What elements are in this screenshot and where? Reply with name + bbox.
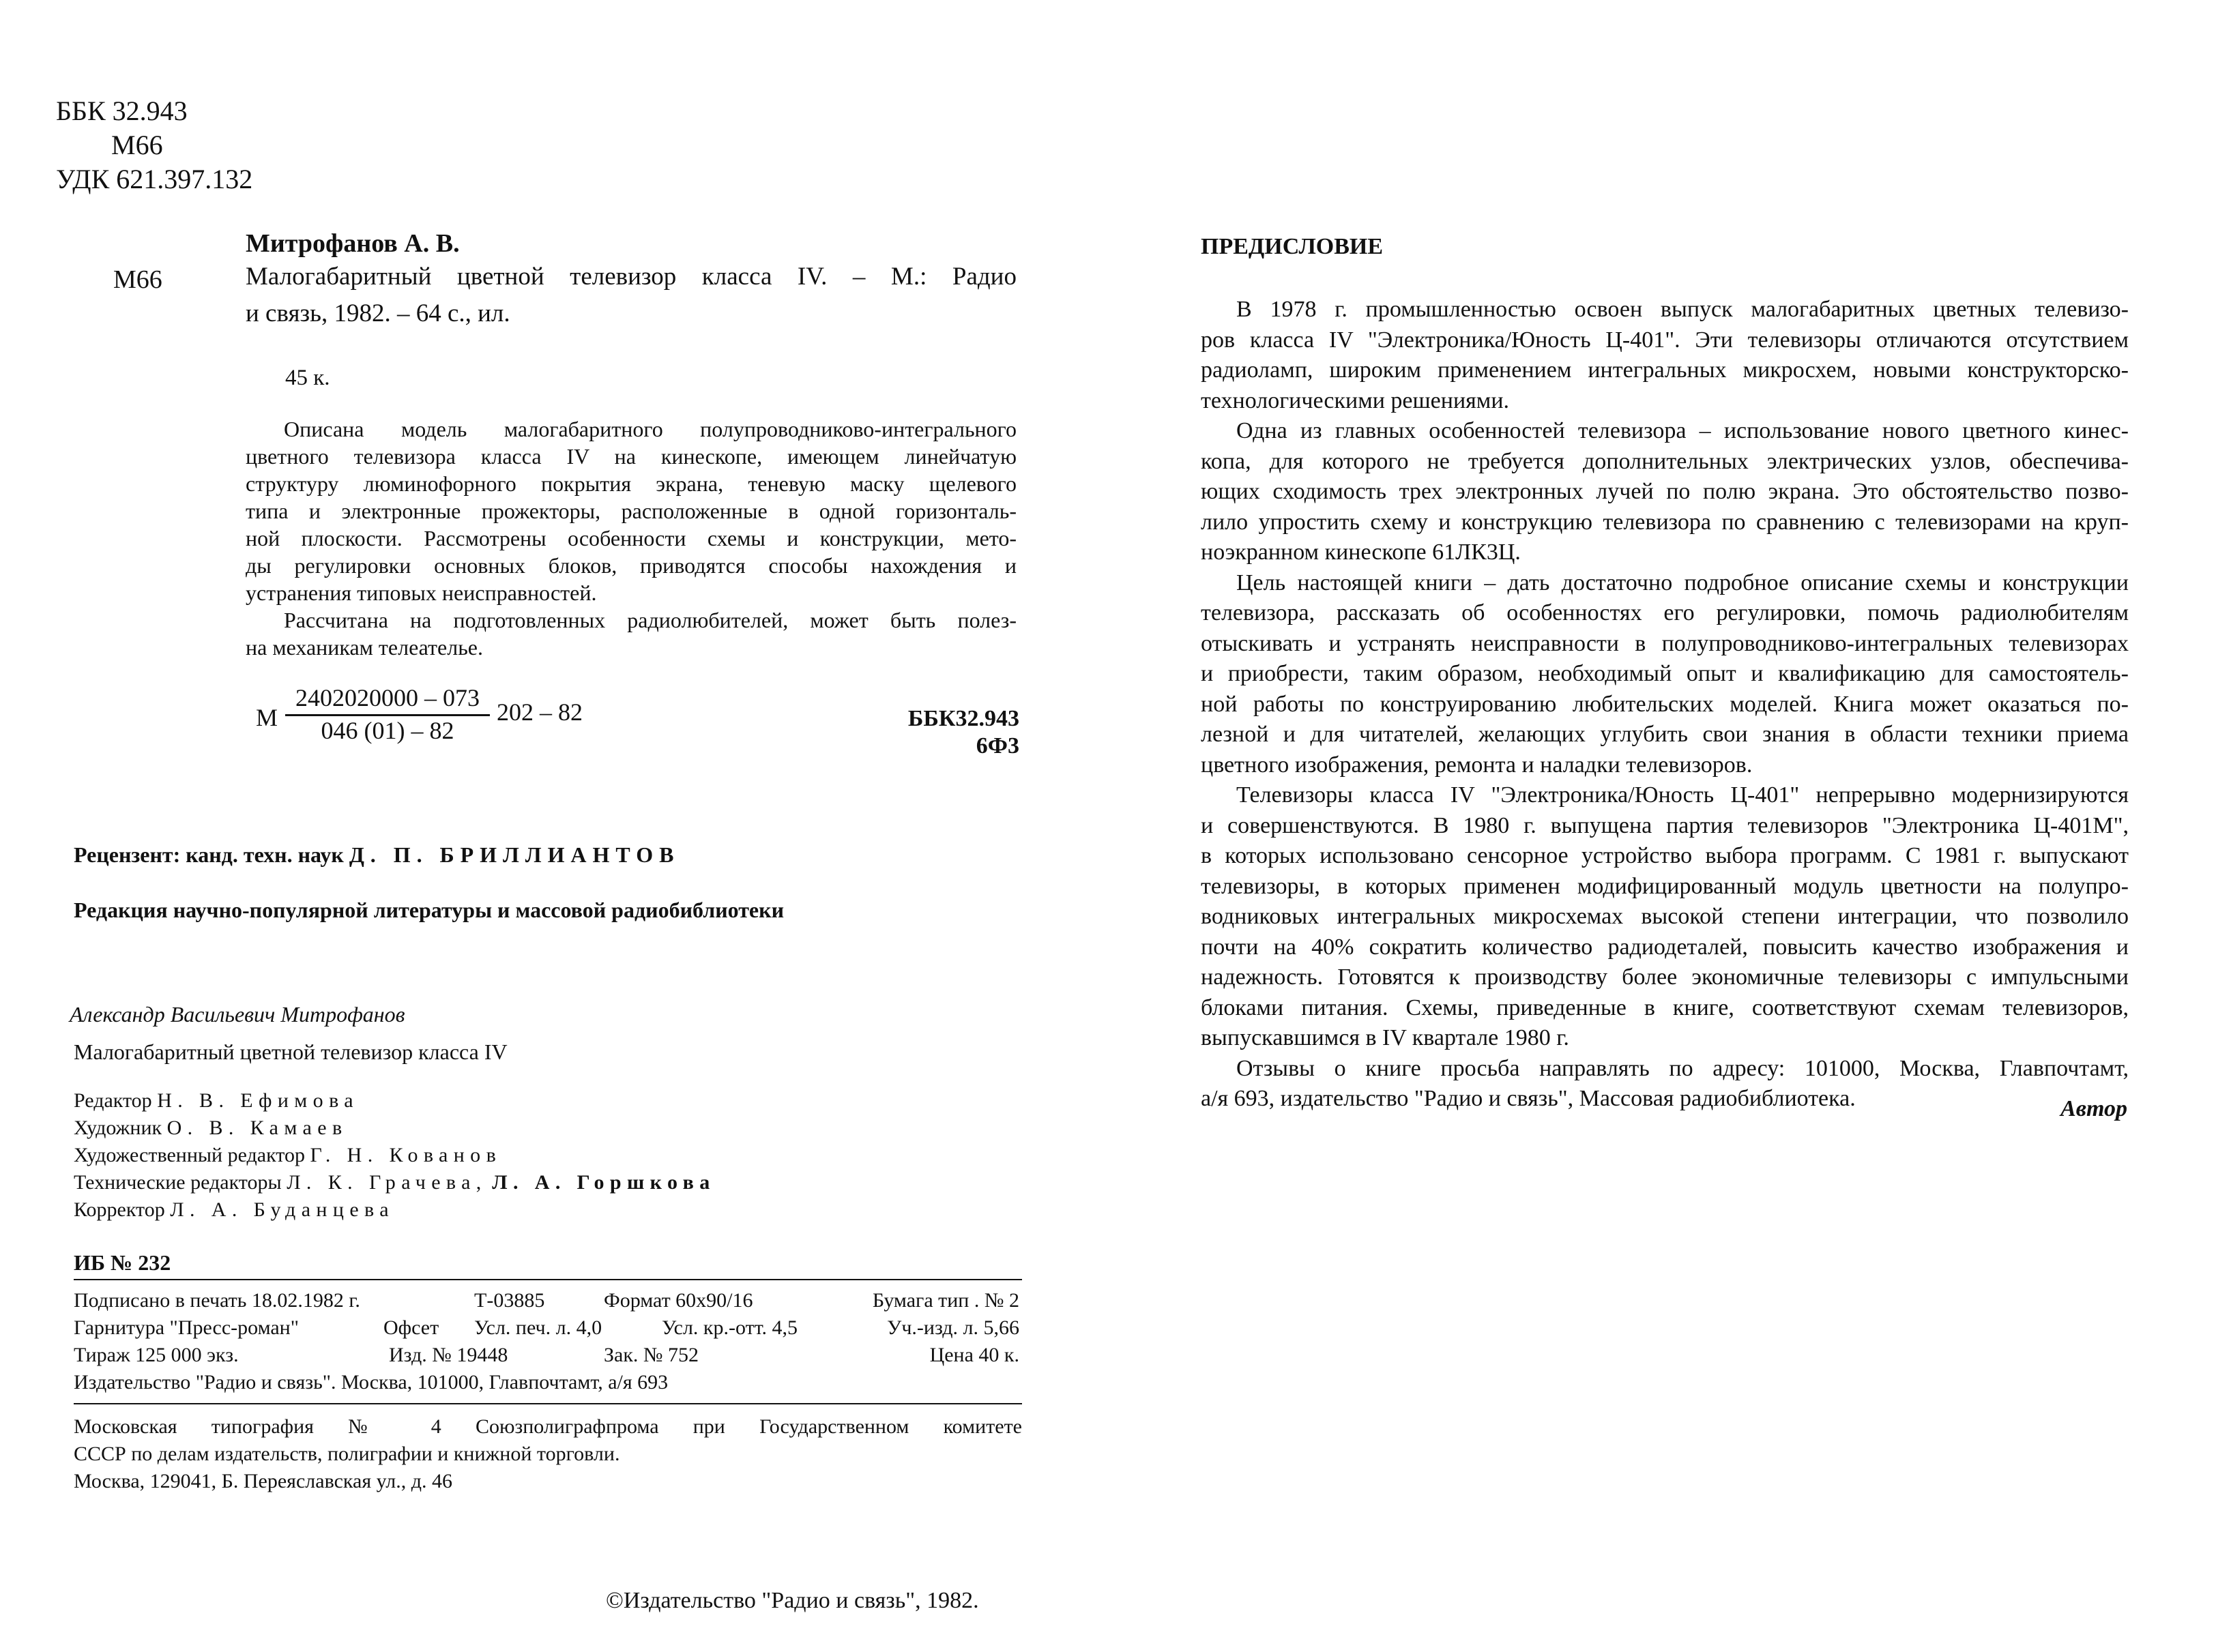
annotation-line: ной плоскости. Рассмотрены особенности схемы и конструкции, мето- bbox=[246, 526, 1017, 550]
preface-line: Отзывы о книге просьба направлять по адресу: 101000, Москва, Главпочтамт, bbox=[1236, 1055, 2129, 1081]
imprint-edition-number: Изд. № 19448 bbox=[389, 1344, 508, 1366]
preface-line: выпускавшимся в IV квартале 1980 г. bbox=[1201, 1025, 1569, 1050]
staff-name: Л. А. Буданцева bbox=[170, 1198, 394, 1221]
preface-line: радиоламп, широким применением интегральных микросхем, новыми конструкторско- bbox=[1201, 357, 2129, 383]
preface-line: телевизоры, в которых применен модифицированный модуль цветности на полупро- bbox=[1201, 873, 2129, 899]
imprint-typeface: Гарнитура "Пресс-роман" bbox=[74, 1316, 299, 1339]
printer-info bbox=[74, 1413, 1022, 1495]
book-title: Малогабаритный цветной телевизор класса IV bbox=[74, 1039, 508, 1064]
annotation-line: Описана модель малогабаритного полупроводниково-интегрального bbox=[284, 417, 1017, 441]
staff-role: Технические редакторы bbox=[74, 1171, 282, 1194]
printer-line: Московская типография № 4 Союзполиграфпрома при Государственном комитете bbox=[74, 1415, 1022, 1438]
preface-line: ющих сходимость трех электронных лучей по полю экрана. Это обстоятельство позво- bbox=[1201, 479, 2129, 504]
preface-paragraph bbox=[1201, 780, 2129, 1054]
imprint-format: Формат 60х90/16 bbox=[604, 1289, 753, 1312]
preface-line: цветного изображения, ремонта и наладки телевизоров. bbox=[1201, 752, 1753, 778]
formula-denominator: 046 (01) – 82 bbox=[321, 717, 454, 744]
staff-name: Л. К. Грачева, bbox=[287, 1171, 487, 1194]
preface-line: ной работы по конструированию любительских моделей. Книга может оказаться по- bbox=[1201, 691, 2129, 717]
staff-name: Н. В. Ефимова bbox=[157, 1089, 359, 1112]
preface-line: и совершенствуются. В 1980 г. выпущена партия телевизоров "Электроника Ц-401М", bbox=[1201, 812, 2129, 838]
imprint-signed: Подписано в печать 18.02.1982 г. bbox=[74, 1289, 360, 1312]
preface-paragraph bbox=[1201, 1054, 2129, 1115]
copyright-notice: ©Издательство "Радио и связь", 1982. bbox=[606, 1588, 979, 1613]
imprint-print-sheets: Усл. печ. л. 4,0 bbox=[474, 1316, 602, 1339]
reviewer bbox=[74, 840, 680, 869]
preface-signature: Автор bbox=[2060, 1096, 2127, 1121]
preface-line: В 1978 г. промышленностью освоен выпуск малогабаритных цветных телевизо- bbox=[1236, 297, 2129, 322]
imprint-publisher: Издательство "Радио и связь". Москва, 101000, Главпочтамт, а/я 693 bbox=[74, 1371, 669, 1393]
annotation-line: цветного телевизора класса IV на кинескопе, имеющем линейчатую bbox=[246, 444, 1017, 469]
preface-line: лезной и для читателей, желающих углубить свои знания в области техники приема bbox=[1201, 722, 2129, 747]
imprint-pub-sheets: Уч.-изд. л. 5,66 bbox=[887, 1316, 1019, 1339]
imprint-print-run: Тираж 125 000 экз. bbox=[74, 1344, 239, 1366]
bibliographic-card bbox=[246, 259, 1017, 332]
reviewer-name: Д. П. БРИЛЛИАНТОВ bbox=[349, 842, 680, 867]
annotation bbox=[246, 415, 1017, 661]
preface-line: отыскивать и устранять неисправности в полупроводниково-интегральных телевизорах bbox=[1201, 630, 2129, 656]
preface-heading: ПРЕДИСЛОВИЕ bbox=[1201, 234, 1384, 259]
preface-line: и приобрести, таким образом, необходимый опыт и квалификацию для самостоятель- bbox=[1201, 661, 2129, 686]
preface-line: Одна из главных особенностей телевизора – использование нового цветного кинес- bbox=[1236, 418, 2129, 443]
formula-code: 6Ф3 bbox=[976, 733, 1019, 758]
imprint-rule-bottom bbox=[74, 1403, 1022, 1404]
udk-index: УДК 621.397.132 bbox=[56, 164, 253, 194]
imprint-paper: Бумага тип . № 2 bbox=[872, 1289, 1019, 1312]
annotation-line: структуру люминофорного покрытия экрана, теневую маску щелевого bbox=[246, 471, 1017, 496]
preface-paragraph bbox=[1201, 295, 2129, 416]
author-full-name: Александр Васильевич Митрофанов bbox=[70, 1002, 405, 1027]
preface-line: Цель настоящей книги – дать достаточно подробное описание схемы и конструкции bbox=[1236, 570, 2129, 595]
staff-list bbox=[74, 1087, 716, 1224]
imprint-price: Цена 40 к. bbox=[929, 1344, 1019, 1366]
preface-line: Телевизоры класса IV "Электроника/Юность Ц-401" непрерывно модернизируются bbox=[1236, 782, 2129, 808]
staff-line bbox=[74, 1115, 716, 1142]
reviewer-label: Рецензент: канд. техн. наук bbox=[74, 842, 344, 867]
audience-line: Рассчитана на подготовленных радиолюбителей, может быть полез- bbox=[284, 608, 1017, 632]
preface-line: почти на 40% сократить количество радиодеталей, повысить качество изображения и bbox=[1201, 934, 2129, 960]
preface-line: а/я 693, издательство "Радио и связь", Массовая радиобиблиотека. bbox=[1201, 1086, 1856, 1111]
preface-line: технологическими решениями. bbox=[1201, 387, 1510, 413]
card-line: Малогабаритный цветной телевизор класса IV. – М.: Радио bbox=[246, 263, 1017, 291]
imprint-rule-top bbox=[74, 1279, 1022, 1280]
preface-body bbox=[1201, 295, 2129, 1115]
staff-role: Корректор bbox=[74, 1198, 165, 1221]
right-page bbox=[1108, 0, 2216, 1652]
preface-line: ров класса IV "Электроника/Юность Ц-401". Эти телевизоры отличаются отсутствием bbox=[1201, 327, 2129, 353]
preface-line: в которых использовано сенсорное устройство выбора программ. С 1981 г. выпускают bbox=[1201, 843, 2129, 868]
staff-name: Г. Н. Кованов bbox=[310, 1144, 502, 1166]
imprint-color-prints: Усл. кр.-отт. 4,5 bbox=[662, 1316, 798, 1339]
annotation-line: типа и электронные прожекторы, расположенные в одной горизонталь- bbox=[246, 499, 1017, 523]
staff-name: Л. А. Горшкова bbox=[492, 1171, 716, 1194]
staff-name: О. В. Камаев bbox=[166, 1117, 348, 1139]
card-cipher: М66 bbox=[113, 265, 162, 294]
card-line: и связь, 1982. – 64 с., ил. bbox=[246, 299, 510, 327]
editorial-office: Редакция научно-популярной литературы и массовой радиобиблиотеки bbox=[74, 898, 784, 922]
imprint-code: Т-03885 bbox=[474, 1289, 545, 1312]
formula-numerator: 2402020000 – 073 bbox=[295, 684, 480, 711]
annotation-line: устранения типовых неисправностей. bbox=[246, 580, 597, 605]
preface-paragraph bbox=[1201, 416, 2129, 568]
bbk-index: ББК 32.943 bbox=[56, 95, 188, 126]
preface-line: копа, для которого не требуется дополнительных электрических узлов, обеспечива- bbox=[1201, 448, 2129, 474]
preface-paragraph bbox=[1201, 568, 2129, 781]
formula-bbk: ББК32.943 bbox=[907, 706, 1019, 731]
staff-line bbox=[74, 1087, 716, 1115]
printer-line: Москва, 129041, Б. Переяславская ул., д. 46 bbox=[74, 1470, 453, 1492]
formula-suffix: 202 – 82 bbox=[497, 698, 583, 726]
staff-line bbox=[74, 1169, 716, 1196]
preface-line: надежность. Готовятся к производству более экономичные телевизоры с импульсными bbox=[1201, 964, 2129, 990]
preface-line: блоками питания. Схемы, приведенные в книге, соответствуют схемам телевизоров, bbox=[1201, 994, 2129, 1020]
annotation-line: ды регулировки основных блоков, приводятся способы нахождения и bbox=[246, 553, 1017, 578]
imprint-print-method: Офсет bbox=[383, 1316, 439, 1339]
preface-line: ноэкранном кинескопе 61ЛК3Ц. bbox=[1201, 540, 1521, 565]
author-heading: Митрофанов А. В. bbox=[246, 229, 460, 258]
staff-role: Художественный редактор bbox=[74, 1144, 305, 1166]
staff-line bbox=[74, 1142, 716, 1169]
staff-role: Редактор bbox=[74, 1089, 152, 1112]
preface-line: телевизора, рассказать об особенностях его регулировки, помочь радиолюбителям bbox=[1201, 600, 2129, 625]
preface-line: водниковых интегральных микросхемах высокой степени интеграции, что позволило bbox=[1201, 904, 2129, 929]
staff-role: Художник bbox=[74, 1117, 162, 1139]
staff-line bbox=[74, 1196, 716, 1224]
formula-letter: М bbox=[256, 704, 278, 731]
author-cipher: М66 bbox=[111, 130, 163, 160]
ib-number: ИБ № 232 bbox=[74, 1250, 171, 1275]
price: 45 к. bbox=[285, 366, 330, 390]
preface-line: лило упростить схему и конструкцию телевизора по сравнению с телевизорами на круп- bbox=[1201, 509, 2129, 535]
audience-line: на механикам телеателье. bbox=[246, 635, 483, 660]
imprint-order-number: Зак. № 752 bbox=[604, 1344, 699, 1366]
printer-line: СССР по делам издательств, полиграфии и книжной торговли. bbox=[74, 1443, 620, 1465]
